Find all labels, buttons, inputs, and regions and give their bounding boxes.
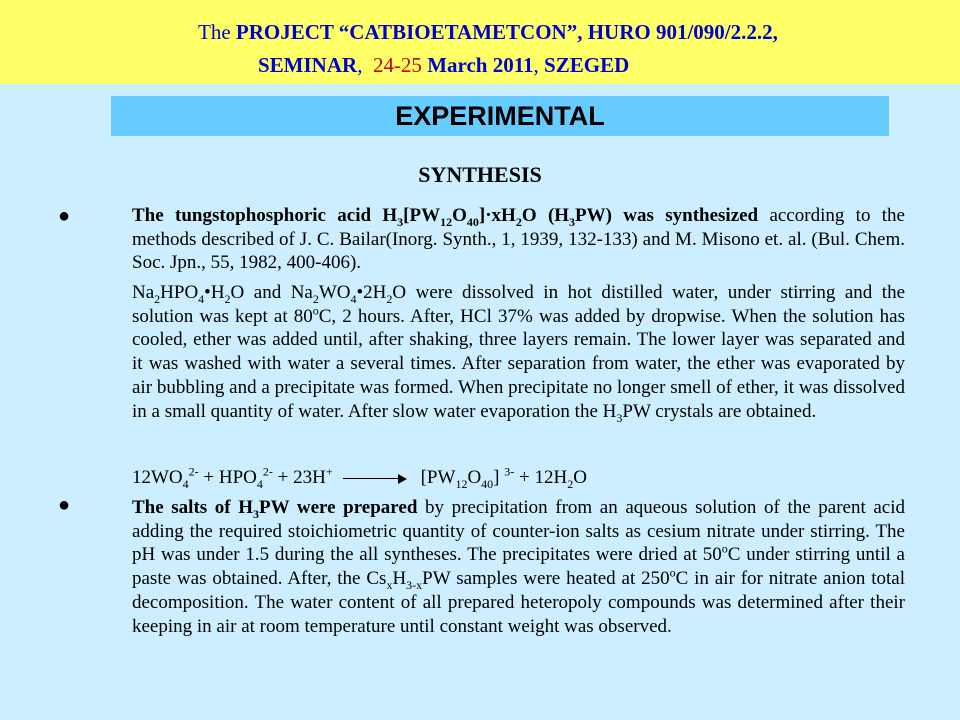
reaction-text: + 23H [272, 467, 326, 488]
paragraph-synthesis-intro [132, 204, 905, 275]
p2-text: •H [204, 282, 225, 303]
bullet-icon: ● [58, 494, 71, 516]
reaction-sub: 40 [481, 476, 494, 491]
p3-text: H [392, 568, 407, 590]
header-the: The [198, 20, 231, 44]
p3-sub: 3-x [406, 577, 423, 592]
reaction-sub: 12 [455, 476, 468, 491]
p2-sub: 4 [350, 291, 357, 306]
p3-text: PW samples were heated at 250 [422, 568, 670, 590]
header-dates: 24-25 [372, 53, 422, 77]
p2-sub: 4 [198, 291, 205, 306]
reaction-sub: 2 [567, 476, 574, 491]
reaction-arrow-icon [343, 474, 407, 484]
p3-text: C in air for nitrate anion total decomposition. The water content of all prepared heteropoly compounds was determined after their keeping in air at room temperature until constant weight was observed. [132, 568, 905, 637]
p2-text: O and Na [230, 282, 313, 303]
header-city: SZEGED [544, 53, 630, 77]
header-band [0, 0, 960, 84]
reaction-sup: + [325, 464, 333, 479]
p1-bold-text: [PW [403, 205, 441, 226]
p2-sub: 2 [386, 291, 393, 306]
reaction-sub: 4 [182, 476, 189, 491]
p2-text: HPO [160, 282, 199, 303]
p2-text: Na [132, 282, 155, 303]
reaction-sup: 3- [504, 464, 515, 479]
header-month: March 2011 [427, 53, 534, 77]
reaction-text: + HPO [198, 467, 257, 488]
banner-title: EXPERIMENTAL [395, 101, 605, 131]
p2-sub: 2 [224, 291, 231, 306]
p1-bold-text: PW) was synthesized [575, 205, 759, 226]
p2-sub: 2 [154, 291, 161, 306]
p2-text: •2H [356, 282, 387, 303]
p3-text: C under stirring until a paste was obtained. After, the Cs [132, 544, 905, 590]
p1-bold-text: ]·xH [478, 205, 516, 226]
p2-sup: o [312, 303, 319, 318]
p1-sub: 3 [569, 214, 576, 229]
bullet-icon: ● [58, 205, 71, 227]
p3-sub: x [386, 577, 393, 592]
p2-text: O were dissolved in hot distilled water, under stirring and the solution was kept at 80 [132, 282, 906, 327]
reaction-sup: 2- [262, 464, 273, 479]
header-seminar: SEMINAR [258, 53, 358, 77]
section-title: SYNTHESIS [418, 162, 542, 187]
header-comma-2: , [533, 53, 539, 77]
reaction-text: [PW [420, 467, 456, 488]
p3-sup: o [669, 565, 676, 580]
p3-sub: 3 [253, 506, 259, 521]
p1-bold-text: The tungstophosphoric acid H [132, 205, 398, 226]
p1-bold-text: O [452, 205, 467, 226]
p1-bold-text: O (H [521, 205, 570, 226]
p2-sub: 2 [312, 291, 319, 306]
header-line-2 [258, 53, 629, 78]
reaction-text: + 12H [514, 467, 568, 488]
p1-sub: 40 [466, 214, 479, 229]
p2-sub: 3 [616, 410, 623, 425]
p3-sup: o [721, 542, 728, 557]
p3-text: by precipitation from an aqueous solution of the parent acid adding the required stoichiometric quantity of counter-ion salts as cesium nitrate under stirring. The pH was under 1.5 during the all syntheses. The precipitates were dried at 50 [132, 497, 905, 566]
p3-bold-text: The salts of H [132, 497, 253, 518]
header-project: PROJECT “CATBIOETAMETCON”, HURO 901/090/2.2.2, [235, 20, 778, 44]
reaction-text: 12WO [132, 467, 183, 488]
paragraph-salts-preparation [132, 496, 905, 638]
p1-text: according to the methods described of J. C. Bailar(Inorg. Synth., 1, 1939, 132-133) and M. Misono et. al. (Bul. Chem. Soc. Jpn., 55, 1982, 400-406). [132, 205, 905, 274]
reaction-equation [132, 466, 905, 490]
reaction-text: O [573, 467, 587, 488]
header-line-1 [198, 20, 778, 45]
p2-text: C, 2 hours. After, HCl 37% was added by dropwise. When the solution has cooled, ether was added until, after shaking, three layers remain. The lower layer was separated and it was washed with water a several times. After separation from water, the ether was evaporated by air bubbling and a precipitate was formed. When precipitate no longer smell of ether, it was dissolved in a small quantity of water. After slow water evaporation the H [132, 305, 905, 422]
p2-text: PW crystals are obtained. [622, 400, 817, 422]
reaction-sup: 2- [188, 464, 199, 479]
p1-sub: 3 [397, 214, 404, 229]
reaction-text: ] [493, 467, 505, 488]
p1-sub: 2 [515, 214, 522, 229]
header-comma-1: , [357, 53, 363, 77]
p2-text: WO [318, 282, 351, 303]
title-banner [111, 96, 889, 136]
p1-sub: 12 [440, 214, 453, 229]
paragraph-synthesis-procedure [132, 281, 905, 423]
reaction-text: O [467, 467, 482, 488]
reaction-sub: 4 [256, 476, 263, 491]
p3-bold-text: PW were prepared [259, 497, 418, 518]
